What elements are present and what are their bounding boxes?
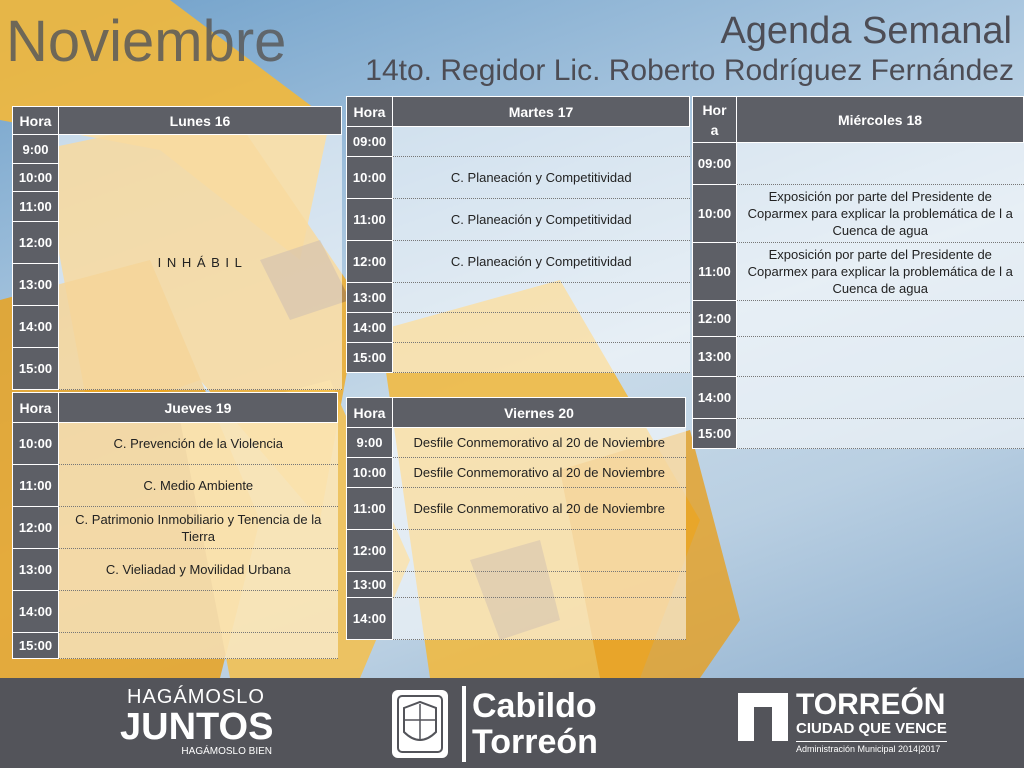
event-cell: C. Prevención de la Violencia bbox=[59, 423, 338, 465]
event-cell bbox=[737, 143, 1024, 185]
hour-cell: 11:00 bbox=[13, 465, 59, 507]
event-cell: C. Planeación y Competitividad bbox=[393, 157, 690, 199]
hour-cell: 15:00 bbox=[13, 348, 59, 390]
hour-cell: 15:00 bbox=[347, 343, 393, 373]
footer-bar bbox=[0, 678, 1024, 768]
torreon-text: Torreón bbox=[472, 723, 598, 761]
agenda-title: Agenda Semanal bbox=[720, 10, 1012, 52]
hour-column-header: Hor a bbox=[693, 97, 737, 143]
hour-cell: 10:00 bbox=[13, 423, 59, 465]
hour-cell: 12:00 bbox=[13, 507, 59, 549]
event-cell: C. Vieliadad y Movilidad Urbana bbox=[59, 549, 338, 591]
hour-cell: 14:00 bbox=[693, 377, 737, 419]
footer-divider bbox=[462, 686, 466, 762]
hagamoslo-top-text: HAGÁMOSLO bbox=[127, 686, 265, 708]
event-cell bbox=[393, 572, 686, 598]
torreon-brand-text: TORREÓN bbox=[796, 688, 946, 721]
day-header: Martes 17 bbox=[393, 97, 690, 127]
hagamoslo-juntos-logo bbox=[120, 686, 272, 758]
event-cell bbox=[393, 283, 690, 313]
hour-cell: 14:00 bbox=[347, 598, 393, 640]
event-cell: C. Patrimonio Inmobiliario y Tenencia de la Tierra bbox=[59, 507, 338, 549]
hour-cell: 14:00 bbox=[13, 306, 59, 348]
event-cell: C. Planeación y Competitividad bbox=[393, 241, 690, 283]
hour-cell: 15:00 bbox=[693, 419, 737, 449]
hour-cell: 12:00 bbox=[347, 241, 393, 283]
event-cell: Desfile Conmemorativo al 20 de Noviembre bbox=[393, 458, 686, 488]
event-cell bbox=[59, 591, 338, 633]
tuesday-schedule-table bbox=[346, 96, 690, 373]
hour-column-header: Hora bbox=[13, 107, 59, 135]
torreon-tower-icon bbox=[738, 693, 788, 741]
torreon-ciudad-logo bbox=[796, 690, 947, 756]
month-title: Noviembre bbox=[6, 9, 287, 74]
hour-cell: 09:00 bbox=[347, 127, 393, 157]
event-cell bbox=[737, 377, 1024, 419]
hour-cell: 10:00 bbox=[693, 185, 737, 243]
event-cell bbox=[737, 301, 1024, 337]
day-header: Viernes 20 bbox=[393, 398, 686, 428]
event-cell bbox=[59, 633, 338, 659]
hour-cell: 15:00 bbox=[13, 633, 59, 659]
event-cell: Desfile Conmemorativo al 20 de Noviembre bbox=[393, 488, 686, 530]
hour-column-header: Hora bbox=[347, 398, 393, 428]
cabildo-text: Cabildo bbox=[472, 687, 597, 725]
event-cell bbox=[393, 127, 690, 157]
inhabil-cell: I N H Á B I L bbox=[59, 135, 342, 390]
torreon-seal-icon bbox=[390, 688, 450, 760]
hour-cell: 09:00 bbox=[693, 143, 737, 185]
event-cell: Desfile Conmemorativo al 20 de Noviembre bbox=[393, 428, 686, 458]
hour-cell: 13:00 bbox=[13, 549, 59, 591]
hour-cell: 9:00 bbox=[347, 428, 393, 458]
hour-cell: 10:00 bbox=[13, 164, 59, 192]
event-cell bbox=[393, 598, 686, 640]
event-cell: Exposición por parte del Presidente de Coparmex para explicar la problemática de l a Cuenca de agua bbox=[737, 243, 1024, 301]
event-cell bbox=[393, 530, 686, 572]
event-cell: Exposición por parte del Presidente de Coparmex para explicar la problemática de l a Cuenca de agua bbox=[737, 185, 1024, 243]
hour-cell: 11:00 bbox=[13, 192, 59, 222]
administracion-text: Administración Municipal 2014|2017 bbox=[796, 741, 947, 756]
hour-cell: 10:00 bbox=[347, 458, 393, 488]
regidor-subtitle: 14to. Regidor Lic. Roberto Rodríguez Fernández bbox=[365, 54, 1014, 87]
hour-cell: 13:00 bbox=[693, 337, 737, 377]
hour-cell: 13:00 bbox=[13, 264, 59, 306]
juntos-text: JUNTOS bbox=[120, 706, 274, 748]
thursday-schedule-table bbox=[12, 392, 338, 659]
hour-cell: 12:00 bbox=[347, 530, 393, 572]
event-cell bbox=[737, 419, 1024, 449]
wednesday-schedule-table bbox=[692, 96, 1024, 449]
day-header: Jueves 19 bbox=[59, 393, 338, 423]
event-cell: C. Planeación y Competitividad bbox=[393, 199, 690, 241]
event-cell: C. Medio Ambiente bbox=[59, 465, 338, 507]
hour-cell: 11:00 bbox=[347, 488, 393, 530]
hour-cell: 11:00 bbox=[347, 199, 393, 241]
hour-cell: 10:00 bbox=[347, 157, 393, 199]
hour-column-header: Hora bbox=[13, 393, 59, 423]
hour-cell: 13:00 bbox=[347, 283, 393, 313]
event-cell bbox=[393, 313, 690, 343]
hour-cell: 13:00 bbox=[347, 572, 393, 598]
hour-column-header: Hora bbox=[347, 97, 393, 127]
event-cell bbox=[393, 343, 690, 373]
event-cell bbox=[737, 337, 1024, 377]
hour-cell: 11:00 bbox=[693, 243, 737, 301]
day-header: Lunes 16 bbox=[59, 107, 342, 135]
ciudad-que-vence-text: CIUDAD QUE VENCE bbox=[796, 720, 947, 737]
hagamoslo-bien-text: HAGÁMOSLO BIEN bbox=[181, 746, 272, 757]
monday-schedule-table bbox=[12, 106, 342, 390]
hour-cell: 14:00 bbox=[347, 313, 393, 343]
friday-schedule-table bbox=[346, 397, 686, 640]
day-header: Miércoles 18 bbox=[737, 97, 1024, 143]
cabildo-torreon-logo bbox=[472, 688, 598, 760]
hour-cell: 12:00 bbox=[13, 222, 59, 264]
hour-cell: 14:00 bbox=[13, 591, 59, 633]
hour-cell: 12:00 bbox=[693, 301, 737, 337]
hour-cell: 9:00 bbox=[13, 135, 59, 164]
